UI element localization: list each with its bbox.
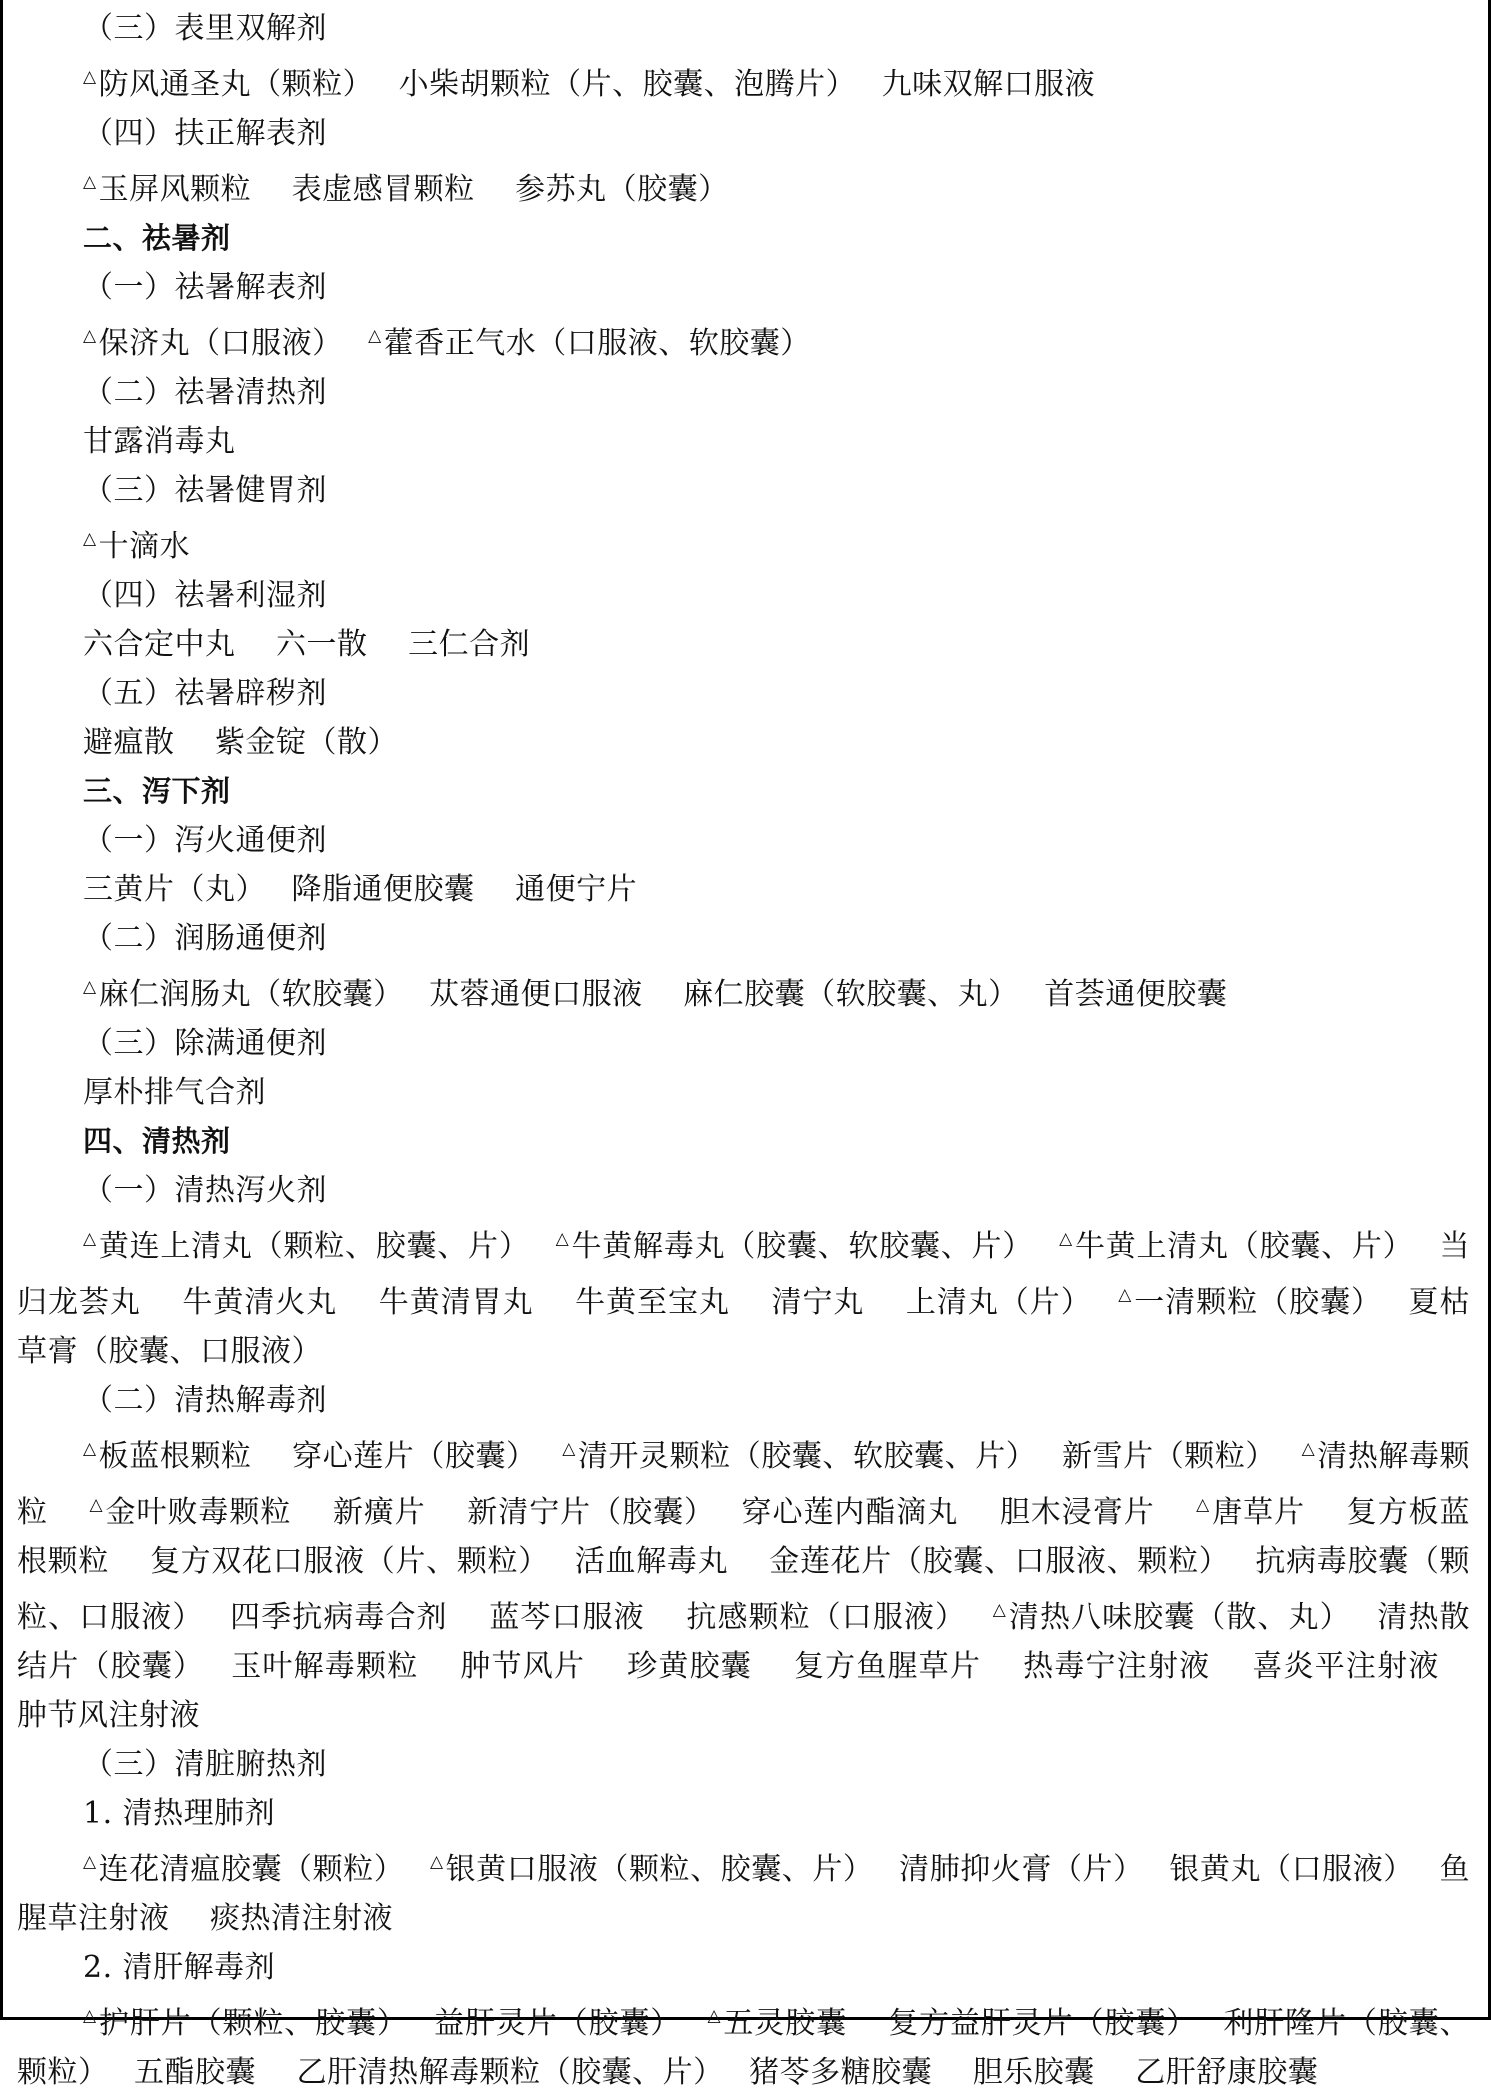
- triangle-mark-icon: △: [83, 977, 97, 997]
- drug-item: [83, 977, 389, 1012]
- drug-item: [83, 1439, 251, 1474]
- subsection-heading: （二）祛暑清热剂: [83, 375, 327, 410]
- drug-name: 夏枯草膏（胶囊、口服液）: [17, 1285, 1471, 1369]
- triangle-mark-icon: △: [83, 1439, 97, 1459]
- drug-name: 十滴水: [98, 529, 191, 564]
- drug-name: 清热解毒颗粒: [17, 1439, 1471, 1530]
- drug-item: [467, 1495, 700, 1530]
- drug-name: 上清丸（片）: [905, 1285, 1077, 1320]
- drug-item: [1000, 1495, 1155, 1530]
- drug-name: 避瘟散: [83, 725, 175, 760]
- drug-name: 参苏丸（胶囊）: [515, 172, 729, 207]
- drug-item: [83, 529, 190, 564]
- drug-name: 一清颗粒（胶囊）: [1134, 1285, 1368, 1320]
- drug-name: 鱼腥草注射液: [17, 1852, 1471, 1936]
- drug-item: [1196, 1495, 1305, 1530]
- drug-item: [993, 1600, 1336, 1635]
- drug-name: 清热散结片（胶囊）: [17, 1600, 1471, 1684]
- section-heading: 三、泻下剂: [83, 774, 231, 808]
- drug-item: [150, 1544, 534, 1579]
- drug-paragraph: [17, 1838, 1470, 1943]
- drug-name: 喜炎平注射液: [1252, 1649, 1440, 1684]
- drug-item: [297, 2055, 709, 2090]
- subsection-heading: （三）表里双解剂: [83, 11, 327, 46]
- drug-name: 小柴胡颗粒（片、胶囊、泡腾片）: [398, 67, 842, 102]
- drug-name: 牛黄清火丸: [182, 1285, 338, 1320]
- triangle-mark-icon: △: [83, 172, 97, 192]
- triangle-mark-icon: △: [83, 326, 97, 346]
- drug-name: 穿心莲内酯滴丸: [741, 1495, 959, 1530]
- drug-name: 复方双花口服液（片、颗粒）: [149, 1544, 534, 1579]
- subsection-heading: （四）扶正解表剂: [83, 116, 327, 151]
- drug-item: [888, 2006, 1182, 2041]
- drug-name: 肿节风片: [460, 1649, 586, 1684]
- drug-name: 蓝芩口服液: [489, 1600, 645, 1635]
- drug-name: 胆木浸膏片: [999, 1495, 1155, 1530]
- drug-name: 板蓝根颗粒: [98, 1439, 252, 1474]
- drug-name: 首荟通便胶囊: [1044, 977, 1228, 1012]
- drug-name: 五灵胶囊: [723, 2006, 847, 2041]
- drug-item: [430, 1852, 859, 1887]
- drug-name: 清宁丸: [771, 1285, 865, 1320]
- drug-name: 保济丸（口服液）: [98, 326, 328, 361]
- triangle-mark-icon: △: [83, 529, 97, 549]
- triangle-mark-icon: △: [1301, 1439, 1316, 1459]
- drug-item: [1062, 1439, 1261, 1474]
- drug-name: 金叶败毒颗粒: [105, 1495, 292, 1530]
- drug-name: 益肝灵片（胶囊）: [434, 2006, 667, 2041]
- drug-item: [627, 1649, 752, 1684]
- drug-name: 复方益肝灵片（胶囊）: [888, 2006, 1183, 2041]
- drug-item: [276, 627, 368, 662]
- drug-item: [230, 1600, 448, 1635]
- drug-name: 复方板蓝根颗粒: [17, 1495, 1471, 1579]
- subsection-heading: 1. 清热理肺剂: [83, 1796, 276, 1831]
- drug-name: 银黄口服液（颗粒、胶囊、片）: [445, 1852, 859, 1887]
- drug-name: 玉叶解毒颗粒: [231, 1649, 419, 1684]
- drug-item: [83, 1852, 389, 1887]
- drug-name: 新雪片（颗粒）: [1062, 1439, 1261, 1474]
- drug-line: [17, 53, 1470, 109]
- drug-name: 三仁合剂: [408, 627, 531, 662]
- drug-name: 抗病毒胶囊（颗粒、口服液）: [17, 1544, 1471, 1635]
- triangle-mark-icon: △: [992, 1600, 1007, 1620]
- drug-item: [683, 977, 1004, 1012]
- triangle-mark-icon: △: [83, 67, 97, 87]
- triangle-mark-icon: △: [1118, 1285, 1133, 1305]
- drug-name: 通便宁片: [515, 872, 638, 907]
- drug-name: 牛黄清胃丸: [378, 1285, 534, 1320]
- drug-item: [1135, 2055, 1318, 2090]
- drug-name: 利肝隆片（胶囊、颗粒）: [17, 2006, 1471, 2090]
- drug-item: [292, 1439, 522, 1474]
- drug-name: 新清宁片（胶囊）: [467, 1495, 701, 1530]
- drug-name: 五酯胶囊: [134, 2055, 257, 2090]
- subsection-heading: （一）祛暑解表剂: [83, 270, 327, 305]
- drug-name: 四季抗病毒合剂: [230, 1600, 448, 1635]
- drug-name: 清肺抑火膏（片）: [899, 1852, 1129, 1887]
- triangle-mark-icon: △: [83, 1852, 97, 1872]
- drug-item: [182, 1285, 337, 1320]
- drug-name: 乙肝清热解毒颗粒（胶囊、片）: [296, 2055, 709, 2090]
- drug-item: [707, 2006, 847, 2041]
- drug-name: 三黄片（丸）: [83, 872, 251, 907]
- subsection-heading: （三）除满通便剂: [83, 1026, 327, 1061]
- drug-name: 牛黄至宝丸: [575, 1285, 730, 1320]
- subsection-heading: （二）清热解毒剂: [83, 1383, 327, 1418]
- drug-item: [742, 1495, 959, 1530]
- drug-item: [556, 1229, 1018, 1264]
- drug-item: [1044, 977, 1227, 1012]
- drug-item: [794, 1649, 981, 1684]
- triangle-mark-icon: △: [562, 1439, 576, 1459]
- drug-item: [83, 872, 251, 907]
- drug-name: 甘露消毒丸: [83, 424, 236, 459]
- drug-line: [17, 718, 1470, 767]
- drug-name: 九味双解口服液: [881, 67, 1096, 102]
- drug-name: 复方鱼腥草片: [793, 1649, 982, 1684]
- drug-item: [83, 1229, 515, 1264]
- drug-item: [134, 2055, 256, 2090]
- drug-name: 六一散: [276, 627, 368, 662]
- drug-line: [17, 865, 1470, 914]
- drug-name: 玉屏风颗粒: [98, 172, 252, 207]
- drug-item: [408, 627, 530, 662]
- drug-line: [17, 417, 1470, 466]
- drug-item: [210, 1901, 393, 1936]
- drug-name: 金莲花片（胶囊、口服液、颗粒）: [769, 1544, 1215, 1579]
- drug-line: [17, 158, 1470, 214]
- drug-paragraph: [17, 1425, 1470, 1740]
- drug-name: 清热八味胶囊（散、丸）: [1008, 1600, 1336, 1635]
- drug-item: [83, 725, 175, 760]
- triangle-mark-icon: △: [555, 1229, 570, 1249]
- drug-name: 乙肝舒康胶囊: [1135, 2055, 1319, 2090]
- section-heading: 二、祛暑剂: [83, 221, 231, 255]
- drug-item: [292, 172, 475, 207]
- subsection-heading: （三）祛暑健胃剂: [83, 473, 327, 508]
- drug-name: 胆乐胶囊: [972, 2055, 1095, 2090]
- triangle-mark-icon: △: [707, 2006, 722, 2026]
- drug-name: 清开灵颗粒（胶囊、软胶囊、片）: [577, 1439, 1022, 1474]
- drug-item: [83, 172, 251, 207]
- drug-name: 穿心莲片（胶囊）: [292, 1439, 522, 1474]
- drug-name: 麻仁润肠丸（软胶囊）: [98, 977, 389, 1012]
- drug-item: [215, 725, 398, 760]
- drug-item: [1252, 1649, 1439, 1684]
- drug-name: 珍黄胶囊: [627, 1649, 752, 1684]
- drug-item: [575, 1285, 730, 1320]
- drug-item: [368, 326, 811, 361]
- drug-line: [17, 515, 1470, 571]
- drug-list: [17, 4, 1470, 2097]
- drug-name: 藿香正气水（口服液、软胶囊）: [383, 326, 811, 361]
- drug-name: 银黄丸（口服液）: [1169, 1852, 1399, 1887]
- drug-name: 连花清瘟胶囊（颗粒）: [98, 1852, 390, 1887]
- subsection-heading: （五）祛暑辟秽剂: [83, 676, 327, 711]
- triangle-mark-icon: △: [429, 1852, 444, 1872]
- drug-name: 抗感颗粒（口服液）: [686, 1600, 952, 1635]
- subsection-heading: 2. 清肝解毒剂: [83, 1950, 276, 1985]
- drug-name: 牛黄解毒丸（胶囊、软胶囊、片）: [571, 1229, 1019, 1264]
- drug-item: [460, 1649, 585, 1684]
- subsection-heading: （四）祛暑利湿剂: [83, 578, 327, 613]
- drug-item: [515, 172, 729, 207]
- drug-item: [769, 1544, 1214, 1579]
- drug-item: [231, 1649, 418, 1684]
- drug-item: [17, 1698, 200, 1733]
- drug-item: [399, 67, 842, 102]
- triangle-mark-icon: △: [83, 2006, 97, 2026]
- drug-name: 新癀片: [332, 1495, 426, 1530]
- drug-name: 当归龙荟丸: [17, 1229, 1470, 1320]
- drug-item: [686, 1600, 951, 1635]
- drug-item: [379, 1285, 534, 1320]
- drug-name: 护肝片（颗粒、胶囊）: [98, 2006, 393, 2041]
- drug-item: [562, 1439, 1021, 1474]
- drug-item: [771, 1285, 864, 1320]
- drug-name: 活血解毒丸: [574, 1544, 729, 1579]
- drug-name: 六合定中丸: [83, 627, 236, 662]
- drug-item: [575, 1544, 728, 1579]
- triangle-mark-icon: △: [1196, 1495, 1211, 1515]
- drug-paragraph: [17, 1992, 1470, 2097]
- drug-item: [973, 2055, 1095, 2090]
- drug-name: 黄连上清丸（颗粒、胶囊、片）: [98, 1229, 515, 1264]
- drug-item: [333, 1495, 426, 1530]
- drug-item: [1023, 1649, 1210, 1684]
- drug-item: [899, 1852, 1129, 1887]
- drug-item: [1169, 1852, 1399, 1887]
- drug-name: 苁蓉通便口服液: [429, 977, 643, 1012]
- subsection-heading: （一）泻火通便剂: [83, 823, 327, 858]
- drug-item: [1118, 1285, 1367, 1320]
- drug-item: [515, 872, 637, 907]
- triangle-mark-icon: △: [368, 326, 382, 346]
- drug-name: 麻仁胶囊（软胶囊、丸）: [683, 977, 1004, 1012]
- drug-name: 牛黄上清丸（胶囊、片）: [1074, 1229, 1399, 1264]
- drug-item: [1059, 1229, 1398, 1264]
- drug-name: 表虚感冒颗粒: [291, 172, 475, 207]
- drug-item: [489, 1600, 644, 1635]
- drug-name: 热毒宁注射液: [1023, 1649, 1211, 1684]
- drug-item: [749, 2055, 932, 2090]
- drug-item: [83, 627, 236, 662]
- triangle-mark-icon: △: [83, 1229, 97, 1249]
- drug-item: [83, 424, 236, 459]
- drug-line: [17, 620, 1470, 669]
- drug-item: [906, 1285, 1077, 1320]
- triangle-mark-icon: △: [89, 1495, 104, 1515]
- drug-name: 猪苓多糖胶囊: [749, 2055, 933, 2090]
- drug-name: 唐草片: [1212, 1495, 1306, 1530]
- drug-name: 降脂通便胶囊: [291, 872, 475, 907]
- subsection-heading: （二）润肠通便剂: [83, 921, 327, 956]
- section-heading: 四、清热剂: [83, 1124, 231, 1158]
- drug-line: [17, 1068, 1470, 1117]
- drug-line: [17, 312, 1470, 368]
- drug-item: [83, 67, 358, 102]
- drug-item: [882, 67, 1096, 102]
- drug-name: 紫金锭（散）: [215, 725, 399, 760]
- drug-name: 痰热清注射液: [210, 1901, 394, 1936]
- drug-line: [17, 963, 1470, 1019]
- drug-item: [89, 1495, 291, 1530]
- drug-item: [83, 2006, 393, 2041]
- triangle-mark-icon: △: [1059, 1229, 1073, 1249]
- subsection-heading: （三）清脏腑热剂: [83, 1747, 327, 1782]
- subsection-heading: （一）清热泻火剂: [83, 1173, 327, 1208]
- drug-paragraph: [17, 1215, 1470, 1376]
- drug-item: [434, 2006, 666, 2041]
- drug-item: [83, 326, 328, 361]
- drug-item: [83, 1075, 266, 1110]
- drug-name: 厚朴排气合剂: [83, 1075, 266, 1110]
- drug-item: [292, 872, 475, 907]
- drug-name: 防风通圣丸（颗粒）: [98, 67, 359, 102]
- drug-item: [429, 977, 643, 1012]
- drug-name: 肿节风注射液: [17, 1698, 200, 1733]
